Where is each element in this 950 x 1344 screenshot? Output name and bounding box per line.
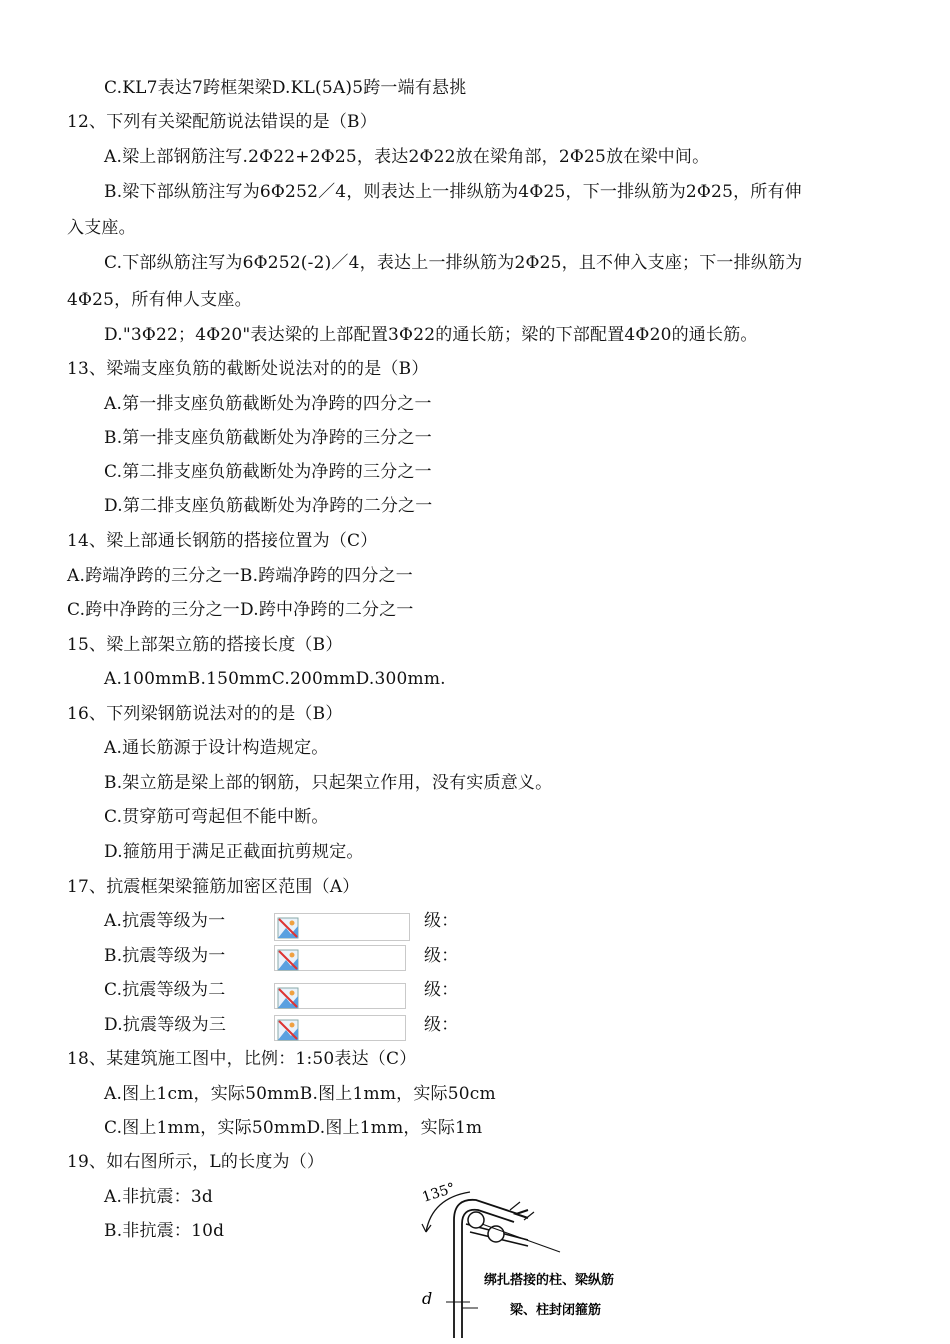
option-17a-label: A.抗震等级为一 bbox=[104, 911, 226, 931]
broken-image-placeholder bbox=[274, 983, 406, 1009]
option-12c: C.下部纵筋注写为6Φ252(-2)／4，表达上一排纵筋为2Φ25，且不伸入支座；下一排纵筋为 bbox=[104, 253, 803, 273]
question-14: 14、梁上部通长钢筋的搭接位置为（C） bbox=[67, 531, 378, 551]
option-17d-label: D.抗震等级为三 bbox=[104, 1015, 227, 1035]
option-17b-label: B.抗震等级为一 bbox=[104, 946, 226, 966]
option-17d-suffix: 级： bbox=[424, 1015, 459, 1035]
broken-image-icon bbox=[277, 949, 299, 971]
option-12a: A.梁上部钢筋注写.2Φ22+2Φ25，表达2Φ22放在梁角部，2Φ25放在梁中间。 bbox=[104, 147, 710, 167]
option-18cd: C.图上1mm，实际50mmD.图上1mm，实际1m bbox=[104, 1118, 483, 1138]
question-12: 12、下列有关梁配筋说法错误的是（B） bbox=[67, 112, 377, 132]
option-13d: D.第二排支座负筋截断处为净跨的二分之一 bbox=[104, 496, 433, 516]
broken-image-icon bbox=[277, 917, 299, 939]
figure-label-stirrup: 梁、柱封闭箍筋 bbox=[510, 1303, 602, 1318]
option-19b: B.非抗震：10d bbox=[104, 1221, 225, 1241]
option-12b-cont: 入支座。 bbox=[67, 218, 136, 238]
option-12c-cont: 4Φ25，所有伸人支座。 bbox=[67, 290, 252, 310]
broken-image-icon bbox=[277, 1019, 299, 1041]
option-14ab: A.跨端净跨的三分之一B.跨端净跨的四分之一 bbox=[67, 566, 413, 586]
broken-image-placeholder bbox=[274, 1015, 406, 1041]
option-17c-suffix: 级： bbox=[424, 980, 459, 1000]
option-16a: A.通长筋源于设计构造规定。 bbox=[104, 738, 329, 758]
option-16d: D.箍筋用于满足正截面抗剪规定。 bbox=[104, 842, 364, 862]
question-13: 13、梁端支座负筋的截断处说法对的的是（B） bbox=[67, 359, 429, 379]
question-15: 15、梁上部架立筋的搭接长度（B） bbox=[67, 635, 343, 655]
option-17c-label: C.抗震等级为二 bbox=[104, 980, 226, 1000]
option-13c: C.第二排支座负筋截断处为净跨的三分之一 bbox=[104, 462, 432, 482]
option-12d: D."3Φ22；4Φ20"表达梁的上部配置3Φ22的通长筋；梁的下部配置4Φ20的通长筋。 bbox=[104, 325, 758, 345]
option-17a-suffix: 级： bbox=[424, 911, 459, 931]
figure-label-bars: 绑扎搭接的柱、梁纵筋 bbox=[484, 1273, 615, 1288]
option-13b: B.第一排支座负筋截断处为净跨的三分之一 bbox=[104, 428, 432, 448]
option-17b-suffix: 级： bbox=[424, 946, 459, 966]
question-16: 16、下列梁钢筋说法对的的是（B） bbox=[67, 704, 343, 724]
d-label: d bbox=[422, 1289, 433, 1308]
option-16b: B.架立筋是梁上部的钢筋，只起架立作用，没有实质意义。 bbox=[104, 773, 553, 793]
option-19a: A.非抗震：3d bbox=[104, 1187, 213, 1207]
text-line-1: C.KL7表达7跨框架梁D.KL(5A)5跨一端有悬挑 bbox=[104, 78, 467, 98]
question-18: 18、某建筑施工图中，比例：1:50表达（C） bbox=[67, 1049, 417, 1069]
option-15: A.100mmB.150mmC.200mmD.300mm. bbox=[104, 669, 446, 689]
angle-label: 135° bbox=[420, 1180, 458, 1206]
longitudinal-bar bbox=[488, 1226, 504, 1242]
option-14cd: C.跨中净跨的三分之一D.跨中净跨的二分之一 bbox=[67, 600, 414, 620]
option-18ab: A.图上1cm，实际50mmB.图上1mm，实际50cm bbox=[104, 1084, 496, 1104]
stirrup-hook-figure bbox=[410, 1180, 700, 1338]
broken-image-icon bbox=[277, 987, 299, 1009]
question-17: 17、抗震框架梁箍筋加密区范围（A） bbox=[67, 877, 360, 897]
option-13a: A.第一排支座负筋截断处为净跨的四分之一 bbox=[104, 394, 432, 414]
broken-image-placeholder bbox=[274, 913, 410, 941]
question-19: 19、如右图所示，L的长度为（） bbox=[67, 1152, 325, 1172]
option-12b: B.梁下部纵筋注写为6Φ252／4，则表达上一排纵筋为4Φ25，下一排纵筋为2Φ25，所有伸 bbox=[104, 182, 802, 202]
broken-image-placeholder bbox=[274, 945, 406, 971]
longitudinal-bar bbox=[468, 1212, 484, 1228]
option-16c: C.贯穿筋可弯起但不能中断。 bbox=[104, 807, 329, 827]
